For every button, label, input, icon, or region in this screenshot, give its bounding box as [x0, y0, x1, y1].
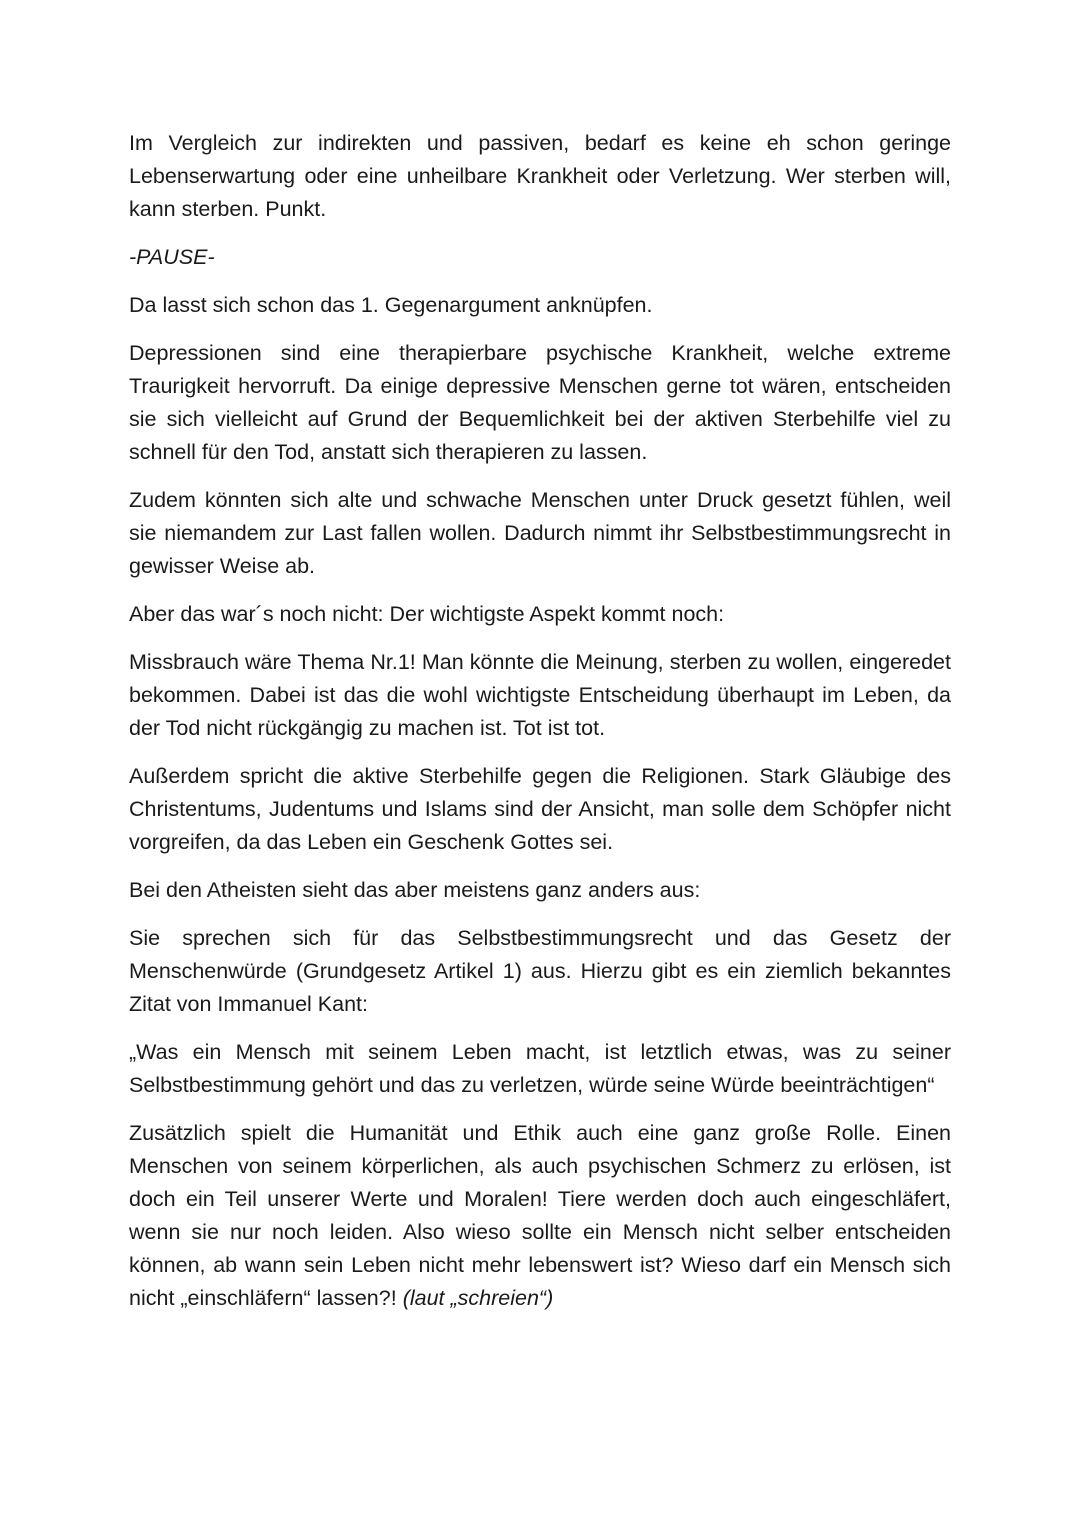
paragraph-religion: Außerdem spricht die aktive Sterbehilfe gegen die Religionen. Stark Gläubige des Christentums, Judentums und Islams sind der Ansicht, man solle dem Schöpfer nicht vorgreifen, da das Leben ein Geschenk Gottes sei.: [129, 764, 951, 854]
kant-quote: „Was ein Mensch mit seinem Leben macht, ist letztlich etwas, was zu seiner Selbstbestimmung gehört und das zu verletzen, würde seine Würde beeinträchtigen“: [129, 1040, 951, 1097]
paragraph-transition: Aber das war´s noch nicht: Der wichtigste Aspekt kommt noch:: [129, 602, 725, 626]
paragraph-intro: Im Vergleich zur indirekten und passiven, bedarf es keine eh schon geringe Lebenserwartung oder eine unheilbare Krankheit oder Verletzung. Wer sterben will, kann sterben. Punkt.: [129, 131, 951, 221]
paragraph-counterargument-intro: Da lasst sich schon das 1. Gegenargument anknüpfen.: [129, 293, 653, 317]
paragraph-abuse: Missbrauch wäre Thema Nr.1! Man könnte die Meinung, sterben zu wollen, eingeredet bekommen. Dabei ist das die wohl wichtigste Entscheidung überhaupt im Leben, da der Tod nicht rückgängig zu machen ist. Tot ist tot.: [129, 650, 951, 740]
pause-note: -PAUSE-: [129, 245, 215, 269]
paragraph-humanity: [129, 1117, 951, 1315]
document-page: [129, 127, 951, 1330]
paragraph-self-determination: Sie sprechen sich für das Selbstbestimmungsrecht und das Gesetz der Menschenwürde (Grundgesetz Artikel 1) aus. Hierzu gibt es ein ziemlich bekanntes Zitat von Immanuel Kant:: [129, 926, 951, 1016]
paragraph-atheists: Bei den Atheisten sieht das aber meistens ganz anders aus:: [129, 878, 701, 902]
stage-direction: (laut „schreien“): [402, 1286, 554, 1310]
paragraph-humanity-text: Zusätzlich spielt die Humanität und Ethik auch eine ganz große Rolle. Einen Menschen von seinem körperlichen, als auch psychischen Schmerz zu erlösen, ist doch ein Teil unserer Werte und Moralen! Tiere werden doch auch eingeschläfert, wenn sie nur noch leiden. Also wieso sollte ein Mensch nicht selber entscheiden können, ab wann sein Leben nicht mehr lebenswert ist? Wieso darf ein Mensch sich nicht „einschläfern“ lassen?!: [129, 1121, 951, 1310]
paragraph-depression: Depressionen sind eine therapierbare psychische Krankheit, welche extreme Traurigkeit hervorruft. Da einige depressive Menschen gerne tot wären, entscheiden sie sich vielleicht auf Grund der Bequemlichkeit bei der aktiven Sterbehilfe viel zu schnell für den Tod, anstatt sich therapieren zu lassen.: [129, 341, 951, 464]
paragraph-pressure: Zudem könnten sich alte und schwache Menschen unter Druck gesetzt fühlen, weil sie niemandem zur Last fallen wollen. Dadurch nimmt ihr Selbstbestimmungsrecht in gewisser Weise ab.: [129, 488, 951, 578]
